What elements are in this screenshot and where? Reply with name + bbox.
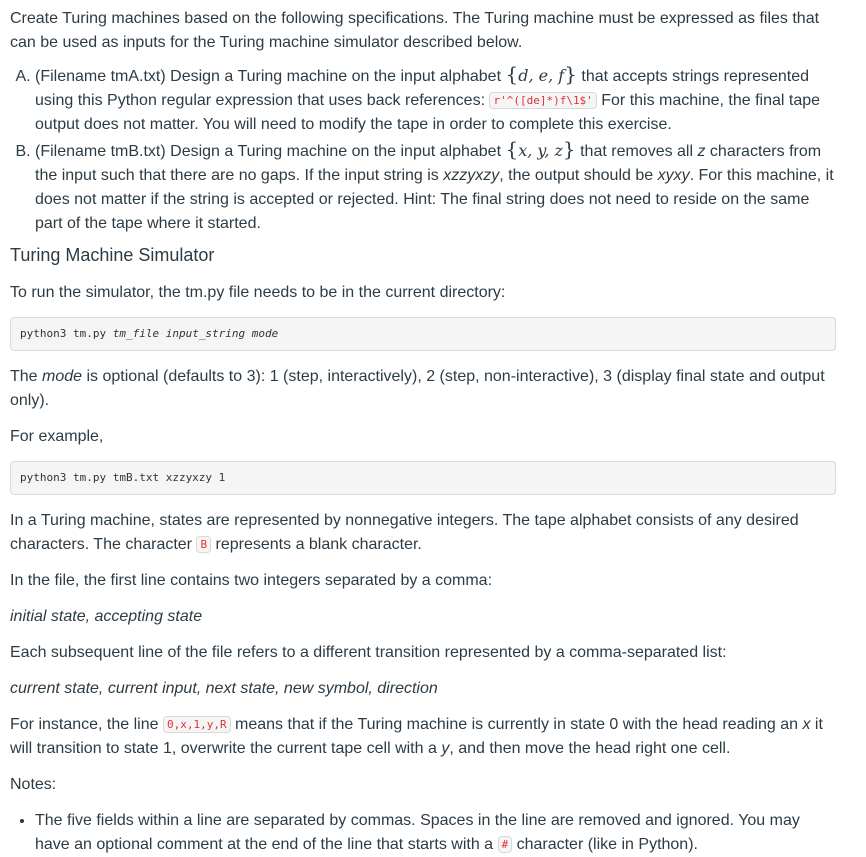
run-instructions: To run the simulator, the tm.py file needs to be in the current directory: [10,284,506,301]
usage-code-block [10,317,836,351]
mode-text-1: The [10,368,43,385]
note-item [35,809,836,857]
regex-code: r'^([de]*)f\1$' [489,92,596,109]
spec-b-text-1: (Filename tmB.txt) Design a Turing machine on the input alphabet [35,143,506,160]
example-code-block: python3 tm.py tmB.txt xzzyxzy 1 [10,461,836,495]
example-label: For example, [10,428,104,445]
intro-paragraph: Create Turing machines based on the following specifications. The Turing machine must be expressed as files that can be used as inputs for the Turing machine simulator described below. [10,10,820,51]
instance-y: y [441,740,450,757]
states-paragraph [10,509,836,557]
mode-text-2: is optional (defaults to 3): 1 (step, interactively), 2 (step, non-interactive), 3 (display final state and output only). [10,368,825,409]
z-char: z [697,143,706,160]
subsequent-paragraph: Each subsequent line of the file refers to a different transition represented by a comma-separated list: [10,644,727,661]
spec-b-text-2: that removes all [575,143,698,160]
first-line-format [10,605,836,629]
spec-a-text-1: (Filename tmA.txt) Design a Turing machine on the input alphabet [35,68,506,85]
notes-list [10,809,836,857]
usage-args: tm_file input_string mode [112,327,279,340]
first-line-format-text: initial state, accepting state [10,608,203,625]
usage-command: python3 tm.py [20,327,113,340]
instance-text-3: it will transition to state 1, overwrite the current tape cell with a [10,716,823,757]
alphabet-xyz-letters: x, y, z [518,141,563,160]
states-text-1: In a Turing machine, states are represented by nonnegative integers. The tape alphabet consists of any desired characters. The character [10,512,799,553]
example-output: xyxy [657,167,690,184]
spec-b-text-5: . For this machine, it does not matter if the string is accepted or rejected. Hint: The final string does not need to reside on the same part of the tape where it started. [35,167,834,232]
blank-char-code: B [196,536,211,553]
spec-a [35,62,836,137]
alphabet-xyz: {x, y, z} [505,137,576,161]
note-text-2: character (like in Python). [512,836,698,853]
alphabet-def: {d, e, f} [505,62,577,86]
comment-char-code: # [498,836,513,853]
instance-paragraph [10,713,836,761]
spec-b-text-3: characters from the input such that there are no gaps. If the input string is [35,143,822,184]
transition-example-code: 0,x,1,y,R [163,716,231,733]
instance-text-4: , and then move the head right one cell. [449,740,731,757]
note-text-1: The five fields within a line are separated by commas. Spaces in the line are removed and ignored. You may have an optional comment at the end of the line that starts with a [35,812,800,853]
instance-text-1: For instance, the line [10,716,163,733]
simulator-heading: Turing Machine Simulator [10,245,215,265]
transition-format [10,677,836,701]
mode-word: mode [42,368,83,385]
notes-label: Notes: [10,776,57,793]
spec-b-text-4: , the output should be [499,167,658,184]
first-line-paragraph: In the file, the first line contains two integers separated by a comma: [10,572,493,589]
spec-list [10,62,836,236]
spec-a-text-2: that accepts strings represented using this Python regular expression that uses back references: [35,68,810,109]
instance-x: x [802,716,811,733]
spec-a-text-3: For this machine, the final tape output does not matter. You will need to modify the tape in order to complete this exercise. [35,92,821,133]
alphabet-def-letters: d, e, f [518,66,565,85]
states-text-2: represents a blank character. [211,536,422,553]
instance-text-2: means that if the Turing machine is currently in state 0 with the head reading an [230,716,803,733]
example-input: xzzyxzy [443,167,500,184]
mode-paragraph [10,365,836,413]
spec-b [35,137,836,236]
transition-format-text: current state, current input, next state, new symbol, direction [10,680,438,697]
